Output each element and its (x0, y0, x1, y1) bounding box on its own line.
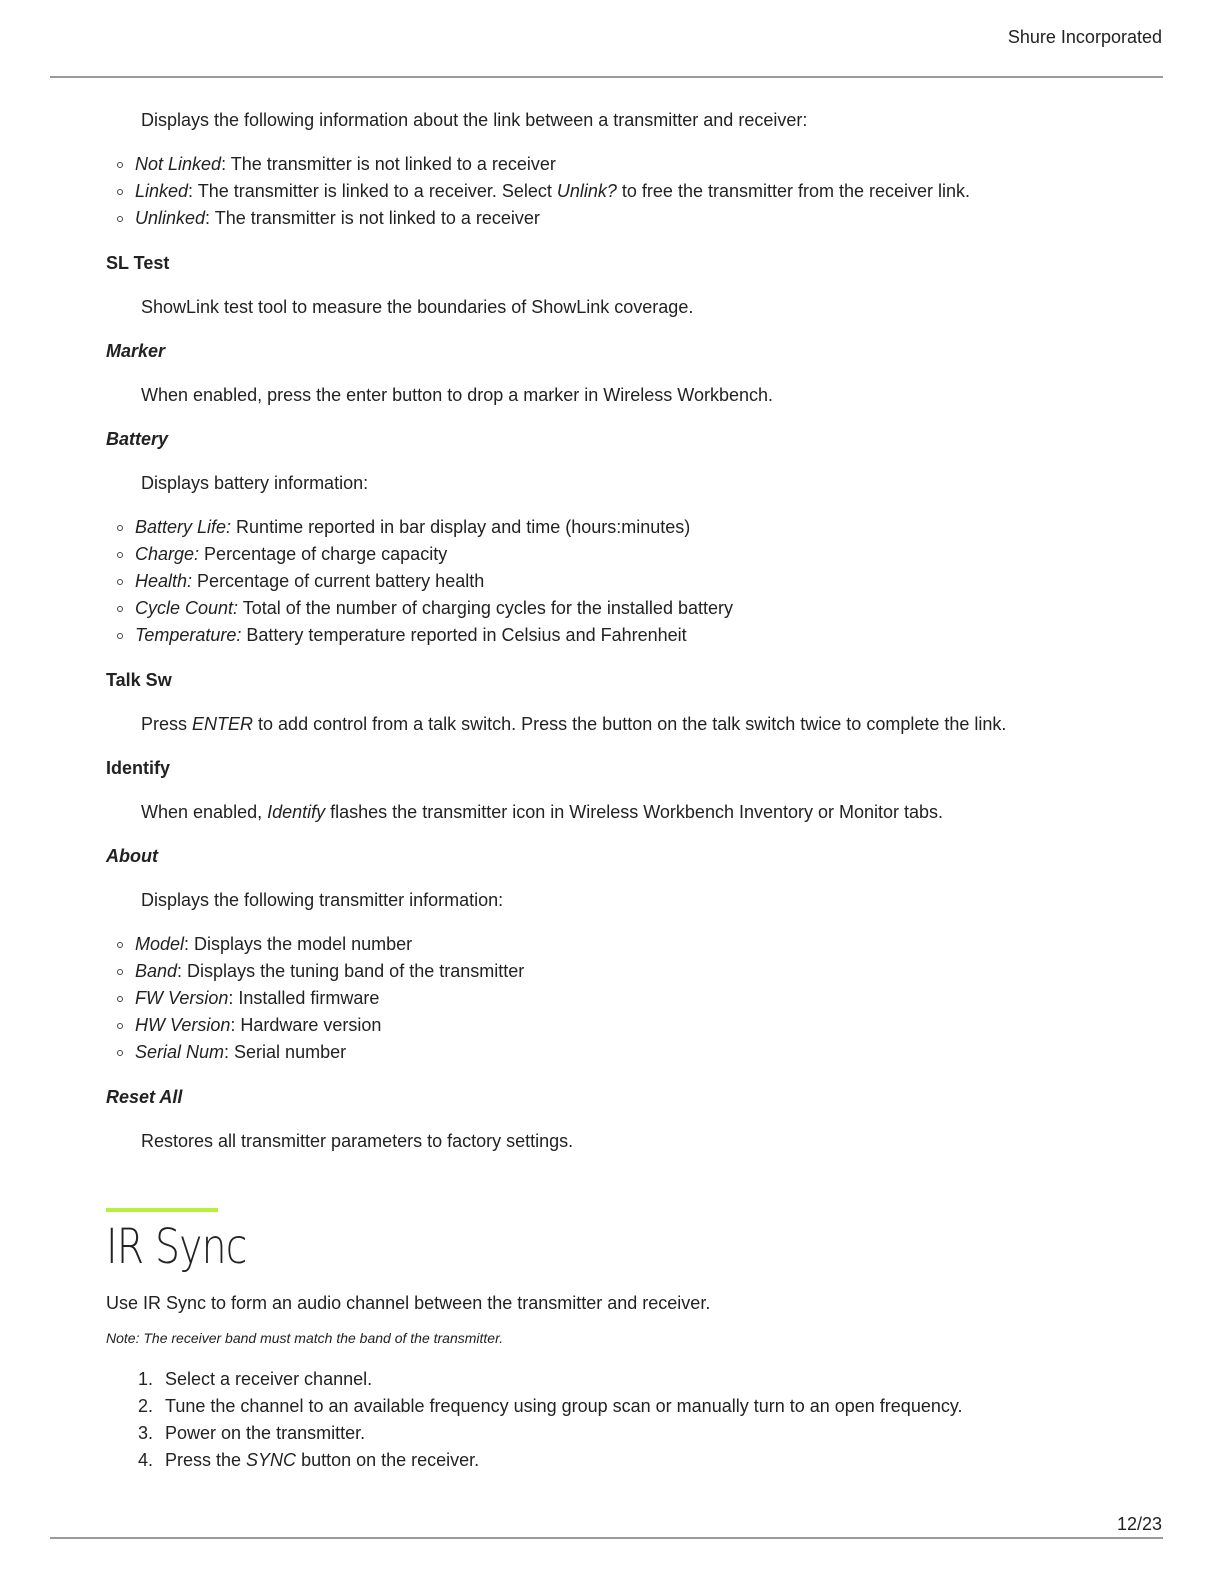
list-term: Linked (135, 181, 189, 201)
list-item (106, 178, 1166, 205)
step-number: 3. (138, 1423, 154, 1443)
step-text: button on the receiver. (296, 1450, 480, 1470)
list-term: Temperature: (135, 625, 242, 645)
section-title: IR Sync (106, 1219, 247, 1275)
talk-sw-description (106, 711, 1166, 737)
list-term: Unlinked (135, 208, 206, 228)
battery-info-list (106, 514, 1166, 649)
header-divider (50, 76, 1163, 78)
list-item (106, 205, 1166, 232)
about-info-list (106, 931, 1166, 1066)
battery-intro: Displays battery information: (141, 473, 369, 493)
list-term: HW Version (135, 1015, 231, 1035)
list-text: Battery temperature reported in Celsius and Fahrenheit (241, 625, 687, 645)
battery-heading: Battery (106, 429, 169, 449)
list-item (106, 985, 1166, 1012)
list-text: Percentage of current battery health (192, 571, 485, 591)
list-text: : The transmitter is linked to a receiver. Select (188, 181, 557, 201)
link-intro: Displays the following information about the link between a transmitter and receiver: (141, 110, 808, 130)
about-heading: About (106, 846, 158, 866)
paragraph-text: flashes the transmitter icon in Wireless Workbench Inventory or Monitor tabs. (325, 802, 944, 822)
step-item (106, 1366, 1166, 1393)
list-text: : Displays the model number (184, 934, 413, 954)
list-item (106, 151, 1166, 178)
paragraph-text: When enabled, (141, 802, 268, 822)
list-item (106, 958, 1166, 985)
list-term: Battery Life: (135, 517, 232, 537)
list-term: Cycle Count: (135, 598, 239, 618)
step-text: Tune the channel to an available frequency using group scan or manually turn to an open frequency. (165, 1396, 963, 1416)
list-text: : Serial number (224, 1042, 347, 1062)
list-text: : Displays the tuning band of the transmitter (177, 961, 525, 981)
marker-description: When enabled, press the enter button to drop a marker in Wireless Workbench. (141, 385, 773, 405)
inline-term: SYNC (246, 1450, 297, 1470)
header-company-name: Shure Incorporated (1007, 27, 1162, 47)
list-item (106, 568, 1166, 595)
list-item (106, 931, 1166, 958)
page-content (106, 107, 1166, 1474)
list-item (106, 1012, 1166, 1039)
step-number: 2. (138, 1396, 154, 1416)
reset-all-heading: Reset All (106, 1087, 183, 1107)
list-item (106, 595, 1166, 622)
footer-divider (50, 1537, 1163, 1539)
identify-heading: Identify (106, 758, 171, 778)
inline-term: Identify (267, 802, 326, 822)
step-item (106, 1393, 1166, 1420)
list-term: Band (135, 961, 178, 981)
list-term: Health: (135, 571, 193, 591)
step-number: 1. (138, 1369, 154, 1389)
identify-description (106, 799, 1166, 825)
list-text: Percentage of charge capacity (199, 544, 448, 564)
list-item (106, 1039, 1166, 1066)
inline-term: ENTER (192, 714, 254, 734)
step-item (106, 1447, 1166, 1474)
list-text: to free the transmitter from the receiver link. (616, 181, 971, 201)
ir-sync-steps (106, 1366, 1166, 1474)
list-term: Charge: (135, 544, 200, 564)
list-item (106, 541, 1166, 568)
paragraph-text: to add control from a talk switch. Press the button on the talk switch twice to complete the link. (253, 714, 1007, 734)
reset-all-description: Restores all transmitter parameters to factory settings. (141, 1131, 574, 1151)
section-accent-bar (106, 1208, 218, 1212)
page-number: 12/23 (1116, 1514, 1162, 1534)
list-term: Serial Num (135, 1042, 225, 1062)
step-text: Select a receiver channel. (165, 1369, 373, 1389)
sl-test-description: ShowLink test tool to measure the boundaries of ShowLink coverage. (141, 297, 694, 317)
list-term: Model (135, 934, 185, 954)
sl-test-heading: SL Test (106, 253, 170, 273)
list-text: Total of the number of charging cycles for the installed battery (238, 598, 733, 618)
list-text: : The transmitter is not linked to a receiver (205, 208, 540, 228)
list-term: FW Version (135, 988, 229, 1008)
marker-heading: Marker (106, 341, 166, 361)
list-item (106, 622, 1166, 649)
step-item (106, 1420, 1166, 1447)
list-text: : Installed firmware (228, 988, 380, 1008)
about-intro: Displays the following transmitter information: (141, 890, 504, 910)
step-text: Power on the transmitter. (165, 1423, 366, 1443)
list-text: Runtime reported in bar display and time (hours:minutes) (231, 517, 691, 537)
talk-sw-heading: Talk Sw (106, 670, 172, 690)
list-text: : The transmitter is not linked to a receiver (221, 154, 556, 174)
link-status-list (106, 151, 1166, 232)
ir-sync-intro: Use IR Sync to form an audio channel between the transmitter and receiver. (106, 1293, 711, 1313)
inline-term: Unlink? (556, 181, 617, 201)
ir-sync-note: Note: The receiver band must match the band of the transmitter. (106, 1330, 504, 1346)
list-item (106, 514, 1166, 541)
step-text: Press the (165, 1450, 247, 1470)
list-text: : Hardware version (230, 1015, 382, 1035)
step-number: 4. (138, 1450, 154, 1470)
list-term: Not Linked (135, 154, 222, 174)
paragraph-text: Press (141, 714, 193, 734)
